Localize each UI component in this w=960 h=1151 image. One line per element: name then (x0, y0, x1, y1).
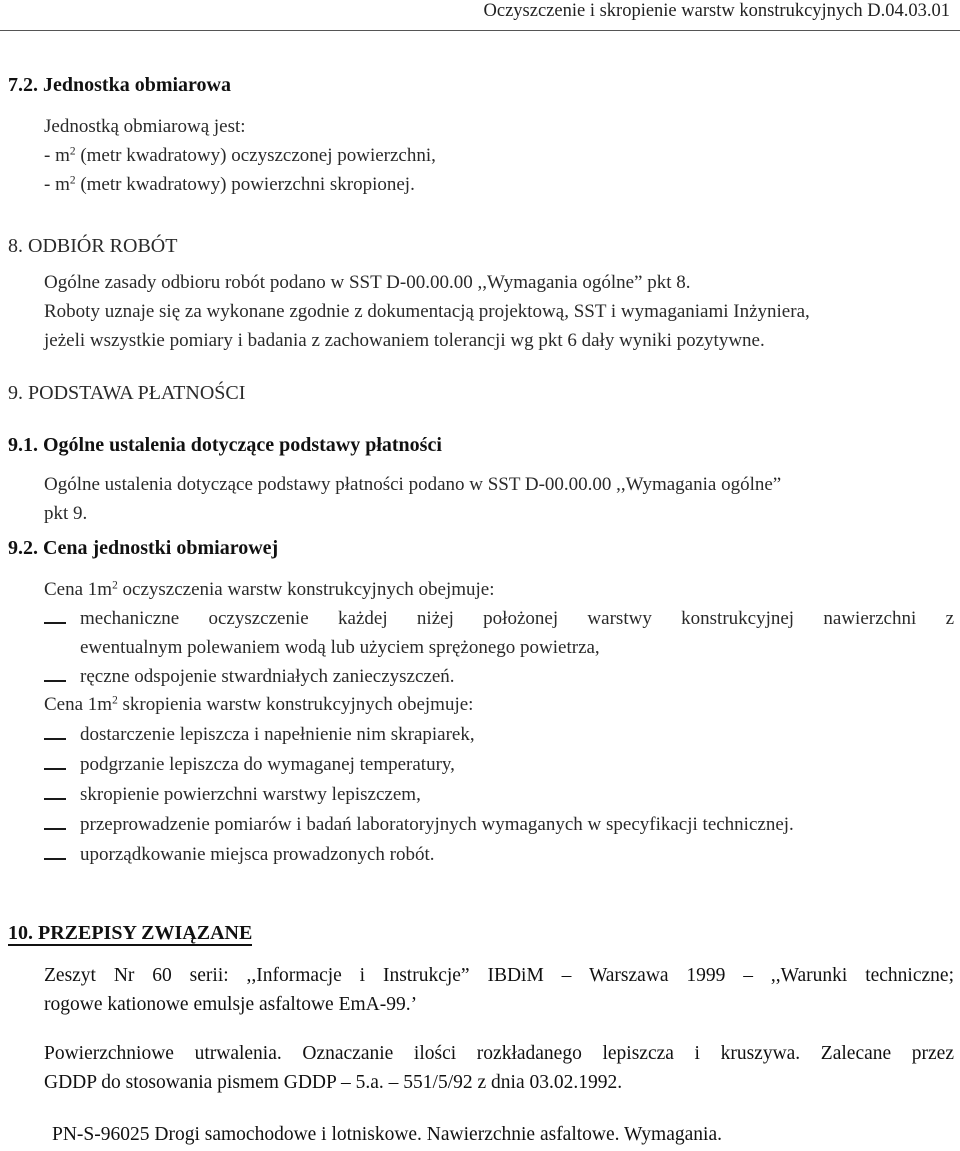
bullet-dash (44, 622, 66, 624)
reference-2-line-1: Powierzchniowe utrwalenia. Oznaczanie ilości rozkładanego lepiszcza i kruszywa. Zalecane przez (44, 1043, 954, 1064)
bullet-dash (44, 680, 66, 682)
reference-2-line-2: GDDP do stosowania pismem GDDP – 5.a. – 551/5/92 z dnia 03.02.1992. (44, 1072, 623, 1093)
s92-cost-item-3: skropienie powierzchni warstwy lepiszczem, (80, 784, 421, 805)
s91-line-2: pkt 9. (44, 503, 88, 524)
s72-item-2: - $m^2$ (metr kwadratowy) powierzchni skropionej. (44, 174, 415, 195)
bullet-dash (44, 858, 66, 860)
reference-3: PN-S-96025 Drogi samochodowe i lotniskowe. Nawierzchnie asfaltowe. Wymagania. (52, 1124, 722, 1145)
s8-line-1: Ogólne zasady odbioru robót podano w SST D-00.00.00 ,,Wymagania ogólne” pkt 8. (44, 272, 691, 293)
s92-bullet-1-line-1: mechaniczne oczyszczenie każdej niżej położonej warstwy konstrukcyjnej nawierzchni z (80, 608, 954, 629)
bullet-dash (44, 798, 66, 800)
reference-1-line-1: Zeszyt Nr 60 serii: ,,Informacje i Instrukcje” IBDiM – Warszawa 1999 – ,,Warunki techniczne; (44, 965, 954, 986)
bullet-dash (44, 768, 66, 770)
s91-line-1: Ogólne ustalenia dotyczące podstawy płatności podano w SST D-00.00.00 ,,Wymagania ogólne” (44, 474, 782, 495)
s92-cost-item-1: dostarczenie lepiszcza i napełnienie nim skrapiarek, (80, 724, 475, 745)
header-rule (0, 30, 960, 31)
s92-intro-2: Cena $1m^2$ skropienia warstw konstrukcyjnych obejmuje: (44, 694, 474, 715)
heading-9-2: 9.2. Cena jednostki obmiarowej (8, 537, 279, 559)
heading-8: 8. ODBIÓR ROBÓT (8, 235, 178, 257)
s92-bullet-1-line-2: ewentualnym polewaniem wodą lub użyciem sprężonego powietrza, (80, 637, 600, 658)
heading-9: 9. PODSTAWA PŁATNOŚCI (8, 382, 246, 404)
s8-line-3: jeżeli wszystkie pomiary i badania z zachowaniem tolerancji wg pkt 6 dały wyniki pozytywne. (44, 330, 765, 351)
bullet-dash (44, 828, 66, 830)
s92-intro-1: Cena $1m^2$ oczyszczenia warstw konstrukcyjnych obejmuje: (44, 579, 495, 600)
s92-bullet-2: ręczne odspojenie stwardniałych zanieczyszczeń. (80, 666, 455, 687)
heading-9-1: 9.1. Ogólne ustalenia dotyczące podstawy płatności (8, 434, 442, 456)
heading-10: 10. PRZEPISY ZWIĄZANE (8, 922, 253, 944)
running-header: Oczyszczenie i skropienie warstw konstrukcyjnych D.04.03.01 (483, 1, 950, 21)
bullet-dash (44, 738, 66, 740)
s72-intro: Jednostką obmiarową jest: (44, 116, 246, 137)
reference-1-line-2: rogowe kationowe emulsje asfaltowe EmA-99.’ (44, 994, 418, 1015)
s92-cost-item-4: przeprowadzenie pomiarów i badań laboratoryjnych wymaganych w specyfikacji technicznej. (80, 814, 794, 835)
s92-cost-item-5: uporządkowanie miejsca prowadzonych robót. (80, 844, 435, 865)
s72-item-1: - $m^2$ (metr kwadratowy) oczyszczonej powierzchni, (44, 145, 436, 166)
s92-cost-item-2: podgrzanie lepiszcza do wymaganej temperatury, (80, 754, 455, 775)
s8-line-2: Roboty uznaje się za wykonane zgodnie z dokumentacją projektową, SST i wymaganiami Inżyniera, (44, 301, 810, 322)
heading-7-2: 7.2. Jednostka obmiarowa (8, 74, 231, 96)
